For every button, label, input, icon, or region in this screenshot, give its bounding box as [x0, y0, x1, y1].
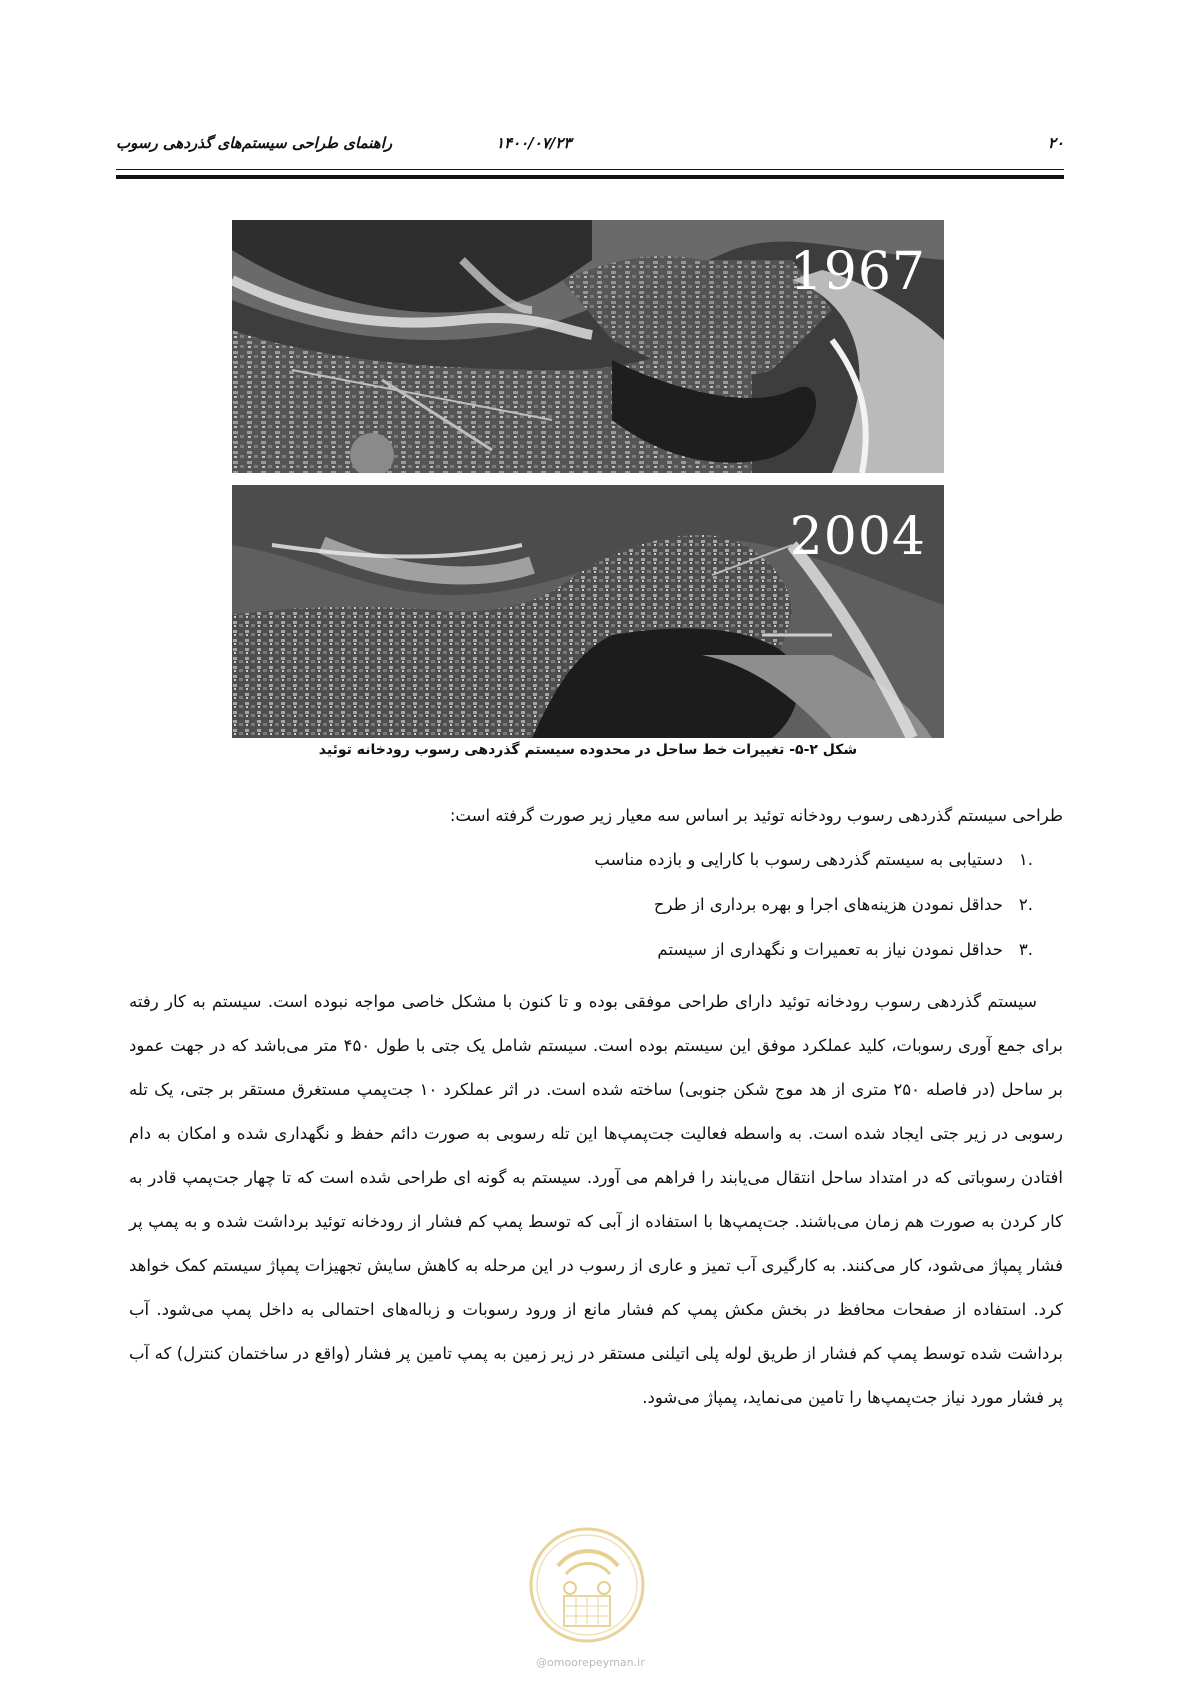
list-item — [163, 838, 1063, 883]
watermark-url: @omoorepeyman.ir — [536, 1656, 645, 1669]
running-header — [116, 126, 1064, 162]
year-label-2004: 2004 — [789, 507, 926, 567]
list-item-text: حداقل نمودن هزینه‌های اجرا و بهره برداری از طرح — [653, 895, 1003, 914]
list-item-text: دستیابی به سیستم گذردهی رسوب با کارایی و بازده مناسب — [594, 850, 1003, 869]
figure-caption: شکل ۲-۵- تغییرات خط ساحل در محدوده سیستم گذردهی رسوب رودخانه توئید — [318, 742, 858, 758]
list-item-text: حداقل نمودن نیاز به تعمیرات و نگهداری از سیستم — [657, 940, 1003, 959]
list-item — [163, 928, 1063, 973]
header-rule-thin — [116, 169, 1064, 170]
list-item-number: .۱ — [1018, 850, 1033, 869]
aerial-photo-2004 — [232, 485, 944, 738]
header-date: ۱۴۰۰/۰۷/۲۳ — [496, 134, 572, 152]
list-item-number: .۲ — [1018, 895, 1033, 914]
intro-paragraph: طراحی سیستم گذردهی رسوب رودخانه توئید بر اساس سه معیار زیر صورت گرفته است: — [449, 806, 1063, 825]
aerial-photo-1967 — [232, 220, 944, 473]
list-item-number: .۳ — [1018, 940, 1033, 959]
header-rule-thick — [116, 175, 1064, 179]
page-number: ۲۰ — [1047, 134, 1064, 152]
body-paragraph — [129, 980, 1063, 1420]
body-paragraph-text: سیستم گذردهی رسوب رودخانه توئید دارای طراحی موفقی بوده و تا کنون با مشکل خاصی مواجه نبوده است. سیستم به کار رفته برای جمع آوری رسوبات، کلید عملکرد موفق این سیستم بوده است. سیستم شامل یک جتی با طول ۴۵۰ متر می‌باشد که در جهت عمود بر ساحل (در فاصله ۲۵۰ متری از هد موج شکن جنوبی) ساخته شده است. در اثر عملکرد ۱۰ جت‌پمپ مستغرق مستقر بر جتی، یک تله رسوبی در زیر جتی ایجاد شده است. به واسطه فعالیت جت‌پمپ‌ها این تله رسوبی به صورت دائم حفظ و نگهداری شده و امکان به دام افتادن رسوباتی که در امتداد ساحل انتقال می‌یابند را فراهم می آورد. سیستم به گونه ای طراحی شده است که تا چهار جت‌پمپ قادر به کار کردن به صورت هم زمان می‌باشند. جت‌پمپ‌ها با استفاده از آبی که توسط پمپ کم فشار از رودخانه توئید برداشت شده و به پمپ پر فشار پمپاژ می‌شود، کار می‌کنند. به کارگیری آب تمیز و عاری از رسوب در این مرحله به کاهش سایش تجهیزات پمپاژ سیستم کمک خواهد کرد. استفاده از صفحات محافظ در بخش مکش پمپ کم فشار مانع از ورود رسوبات و زباله‌های احتمالی به داخل پمپ می‌شود. آب برداشت شده توسط پمپ کم فشار از طریق لوله پلی اتیلنی مستقر در زیر زمین به پمپ تامین پر فشار (واقع در ساختمان کنترل) که آب پر فشار مورد نیاز جت‌پمپ‌ها را تامین می‌نماید، پمپاژ می‌شود. — [129, 992, 1063, 1407]
year-label-1967: 1967 — [789, 242, 926, 302]
header-title: راهنمای طراحی سیستم‌های گذردهی رسوب — [116, 134, 393, 152]
omoorepeyman-seal-logo — [528, 1526, 646, 1644]
criteria-list — [163, 838, 1063, 973]
list-item — [163, 883, 1063, 928]
